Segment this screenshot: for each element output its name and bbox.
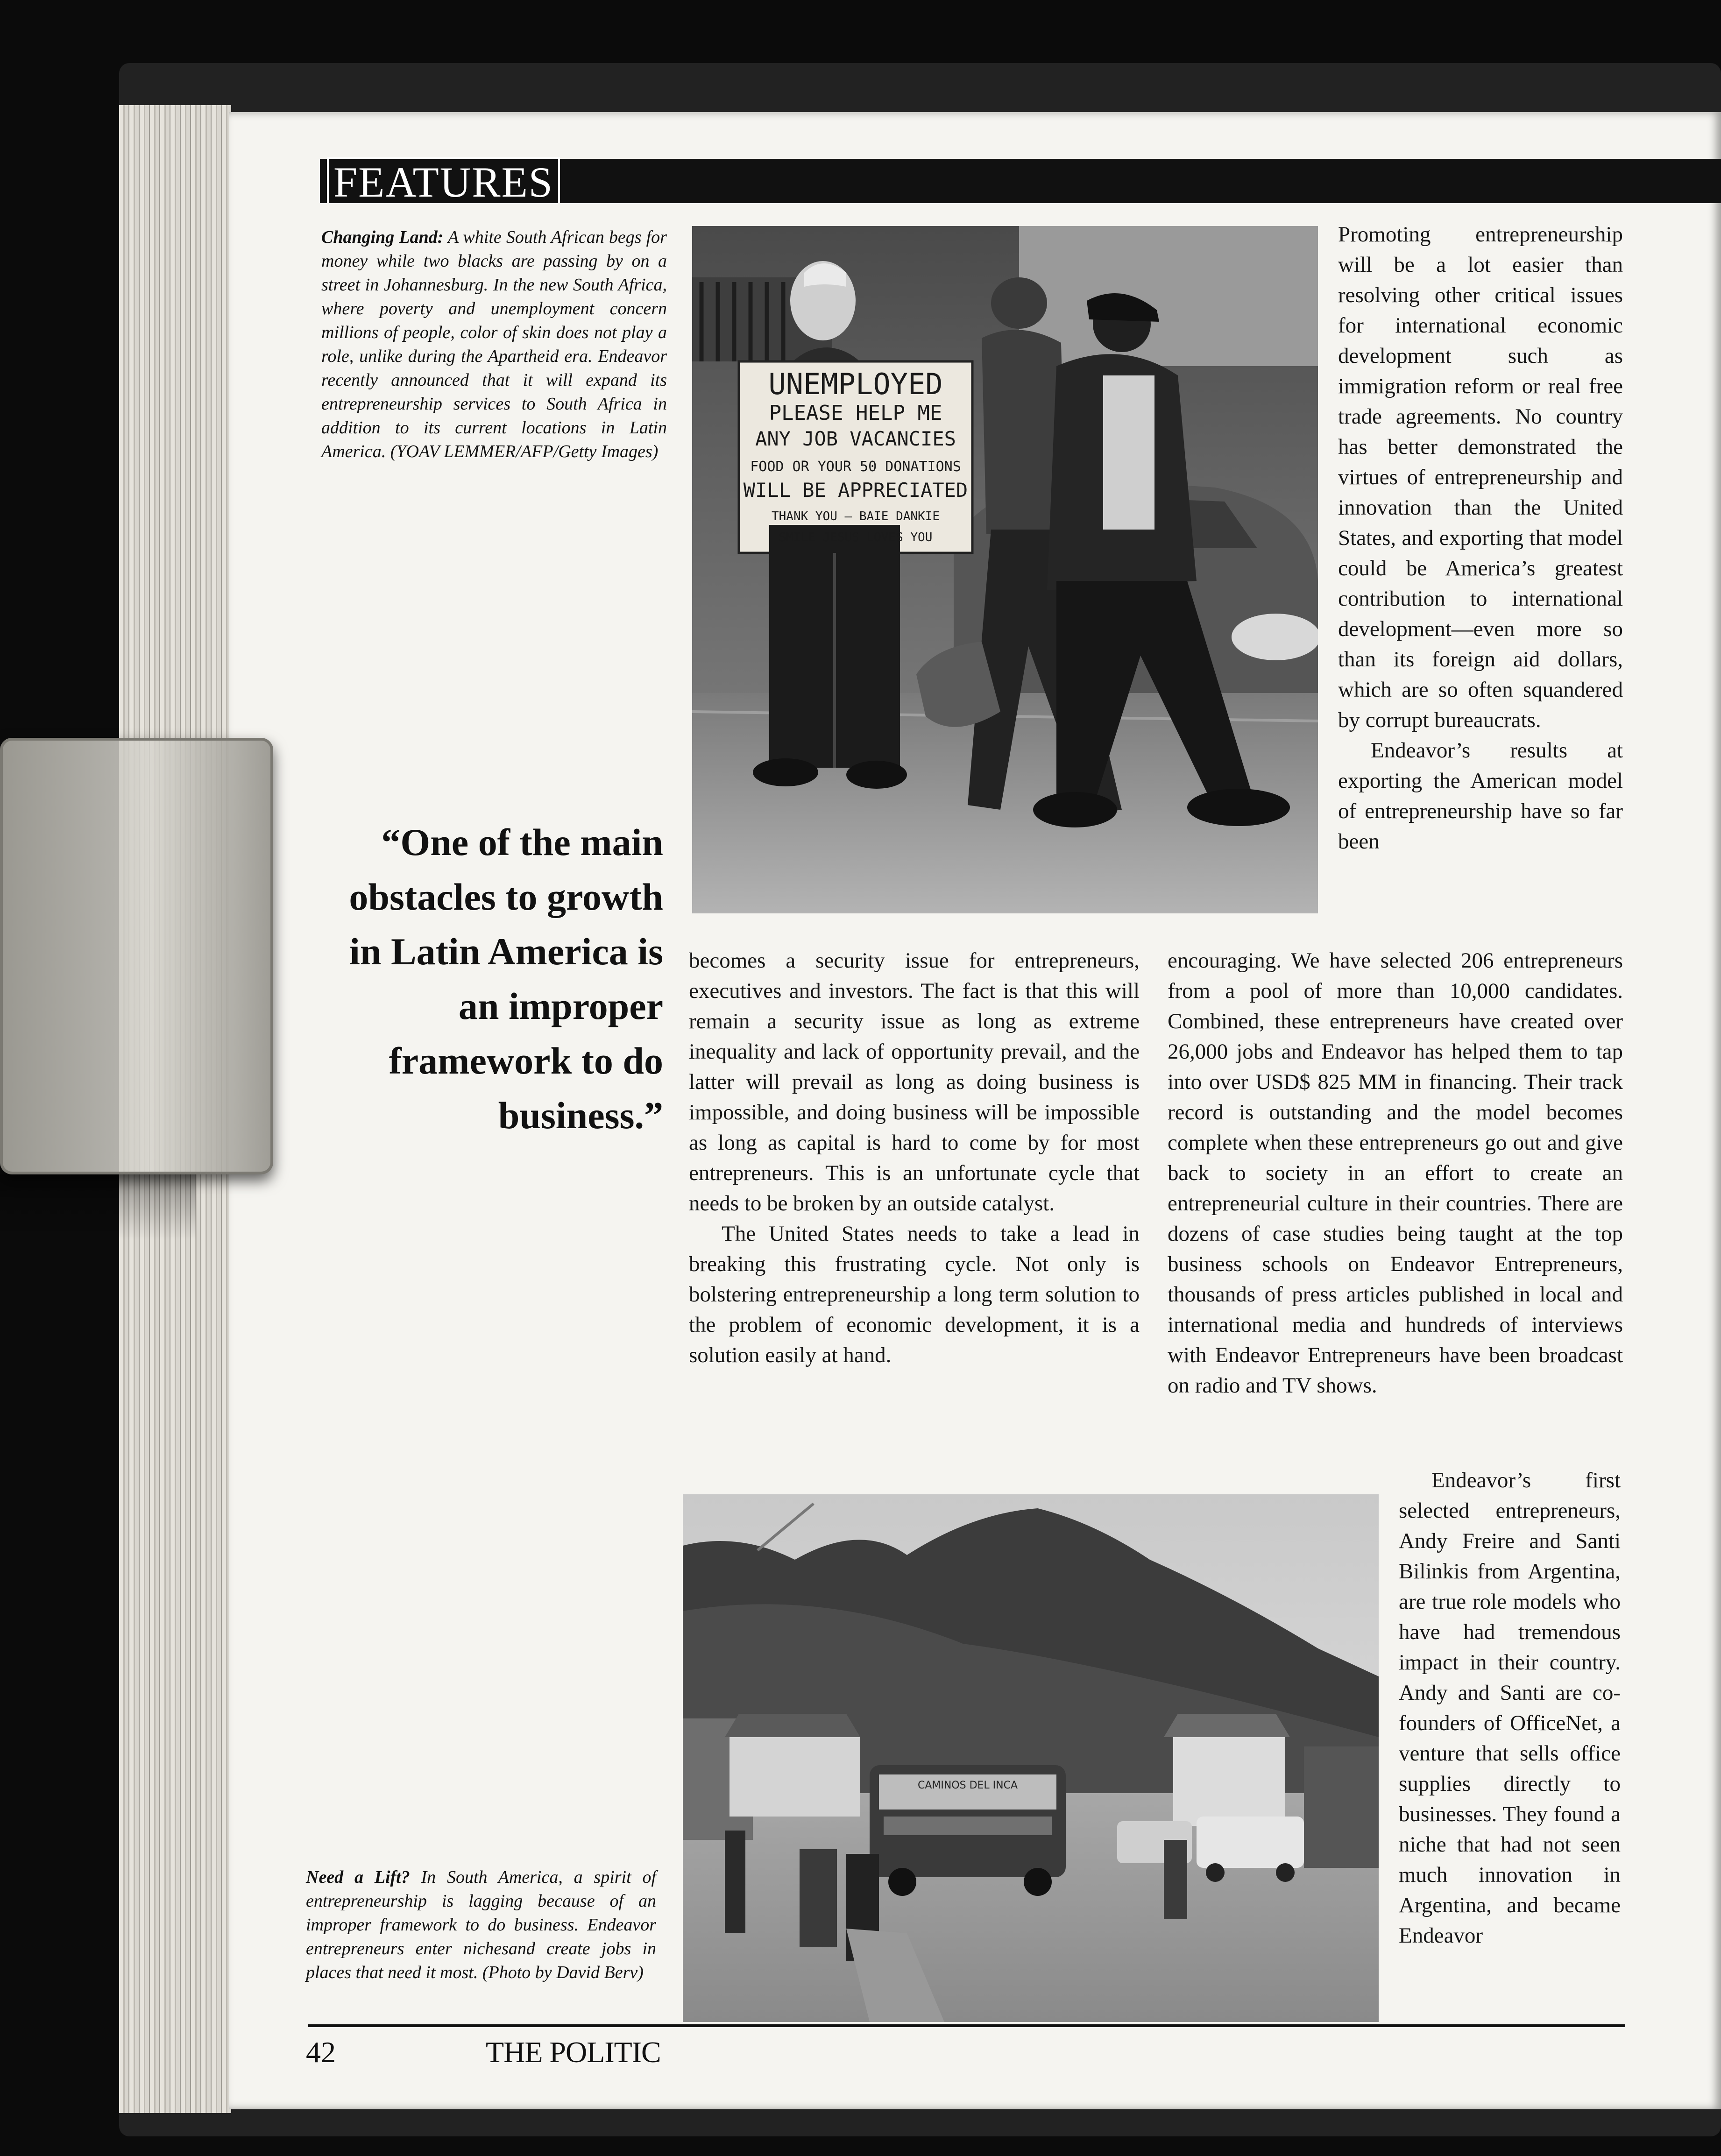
- right-top-paragraph-1: Promoting entrepreneurship will be a lot easier than resolving other critical issues for international economic development such as immigration reform or real free trade agreements. No country has better demonstrated the virtues of entrepreneurship and innovation than the United States, and exporting that model could be America’s greatest contribution to international development—even more so than its foreign aid dollars, which are so often squandered by corrupt bureaucrats.: [1338, 222, 1623, 732]
- bus-photo-illustration: [683, 1494, 1379, 2022]
- top-caption-title: Changing Land:: [321, 227, 444, 247]
- middle-paragraph-1: becomes a security issue for entrepreneurs, executives and investors. The fact is that this will remain a security issue as long as extreme inequality and lack of opportunity prevail, and the latter will prevail as long as doing business is impossible, and doing business will be impossible as long as capital is hard to come by for most entrepreneurs. This is an unfortunate cycle that needs to be broken by an outside catalyst.: [689, 948, 1140, 1216]
- sign-line-1: UNEMPLOYED: [768, 367, 943, 401]
- right-column-bottom: [1399, 1465, 1621, 1951]
- magazine-name: THE POLITIC: [486, 2036, 661, 2069]
- page-clip: [0, 738, 273, 1174]
- top-caption-text: A white South African begs for money while two blacks are passing by on a street in Johannesburg. In the new South Africa, where poverty and unemployment concern millions of people, color of skin does not play a role, unlike during the Apartheid era. Endeavor recently announced that it will expand its entrepreneurship services to South Africa in addition to its current locations in Latin America. (YOAV LEMMER/AFP/Getty Images): [321, 227, 667, 461]
- street-photo-johannesburg: [692, 226, 1318, 913]
- right-column-middle: [1168, 946, 1623, 1401]
- sign-line-5: WILL BE APPRECIATED: [743, 479, 968, 502]
- sign-line-3: ANY JOB VACANCIES: [755, 427, 956, 450]
- top-photo-caption: [321, 226, 667, 464]
- street-photo-illustration: [692, 226, 1318, 913]
- sign-line-4: FOOD OR YOUR 50 DONATIONS: [750, 459, 961, 475]
- right-bottom-paragraph-1: Endeavor’s first selected entrepreneurs, Andy Freire and Santi Bilinkis from Argentina, are true role models who have had tremendous impact in their country. Andy and Santi are co-founders of OfficeNet, a venture that sells office supplies directly to businesses. They found a niche that had not seen much innovation in Argentina, and became Endeavor: [1399, 1468, 1621, 1948]
- right-column-top: [1338, 219, 1623, 857]
- middle-column: [689, 946, 1140, 1371]
- street-photo-south-america: [683, 1494, 1379, 2022]
- bottom-photo-caption: [306, 1866, 656, 1985]
- sign-line-6: THANK YOU — BAIE DANKIE: [771, 509, 940, 523]
- bottom-caption-text: In South America, a spirit of entrepreneurship is lagging because of an improper framework to do business. Endeavor entrepreneurs enter nichesand create jobs in places that need it most. (Photo by David Berv): [306, 1867, 657, 1982]
- middle-paragraph-2: The United States needs to take a lead in breaking this frustrating cycle. Not only is bolstering entrepreneurship a long term solution to the problem of economic development, it is a solution easily at hand.: [689, 1222, 1140, 1367]
- footer-rule: [308, 2024, 1625, 2027]
- bus-destination-sign: CAMINOS DEL INCA: [917, 1780, 1018, 1791]
- right-top-paragraph-2: Endeavor’s results at exporting the American model of entrepreneurship have so far been: [1338, 738, 1623, 854]
- pull-quote: “One of the main obstacles to growth in Latin America is an improper framework to do business.”: [349, 821, 663, 1137]
- right-middle-paragraph-1: encouraging. We have selected 206 entrepreneurs from a pool of more than 10,000 candidates. Combined, these entrepreneurs have created over 26,000 jobs and Endeavor has helped them to tap into over USD$ 825 MM in financing. Their track record is outstanding and the model becomes complete when these entrepreneurs go out and give back to society in an effort to create an entrepreneurial culture in their countries. There are dozens of case studies being taught at the top business schools on Endeavor Entrepreneurs, thousands of press articles published in local and international media and hundreds of interviews with Endeavor Entrepreneurs have been broadcast on radio and TV shows.: [1168, 948, 1623, 1398]
- bottom-caption-title: Need a Lift?: [306, 1867, 410, 1887]
- page-number: 42: [306, 2036, 336, 2069]
- section-label: FEATURES: [327, 157, 560, 203]
- sign-line-2: PLEASE HELP ME: [769, 401, 942, 425]
- clip-shadow: [0, 1174, 196, 1240]
- sign-line-7: SMILE JESUS LOVES YOU: [779, 530, 933, 544]
